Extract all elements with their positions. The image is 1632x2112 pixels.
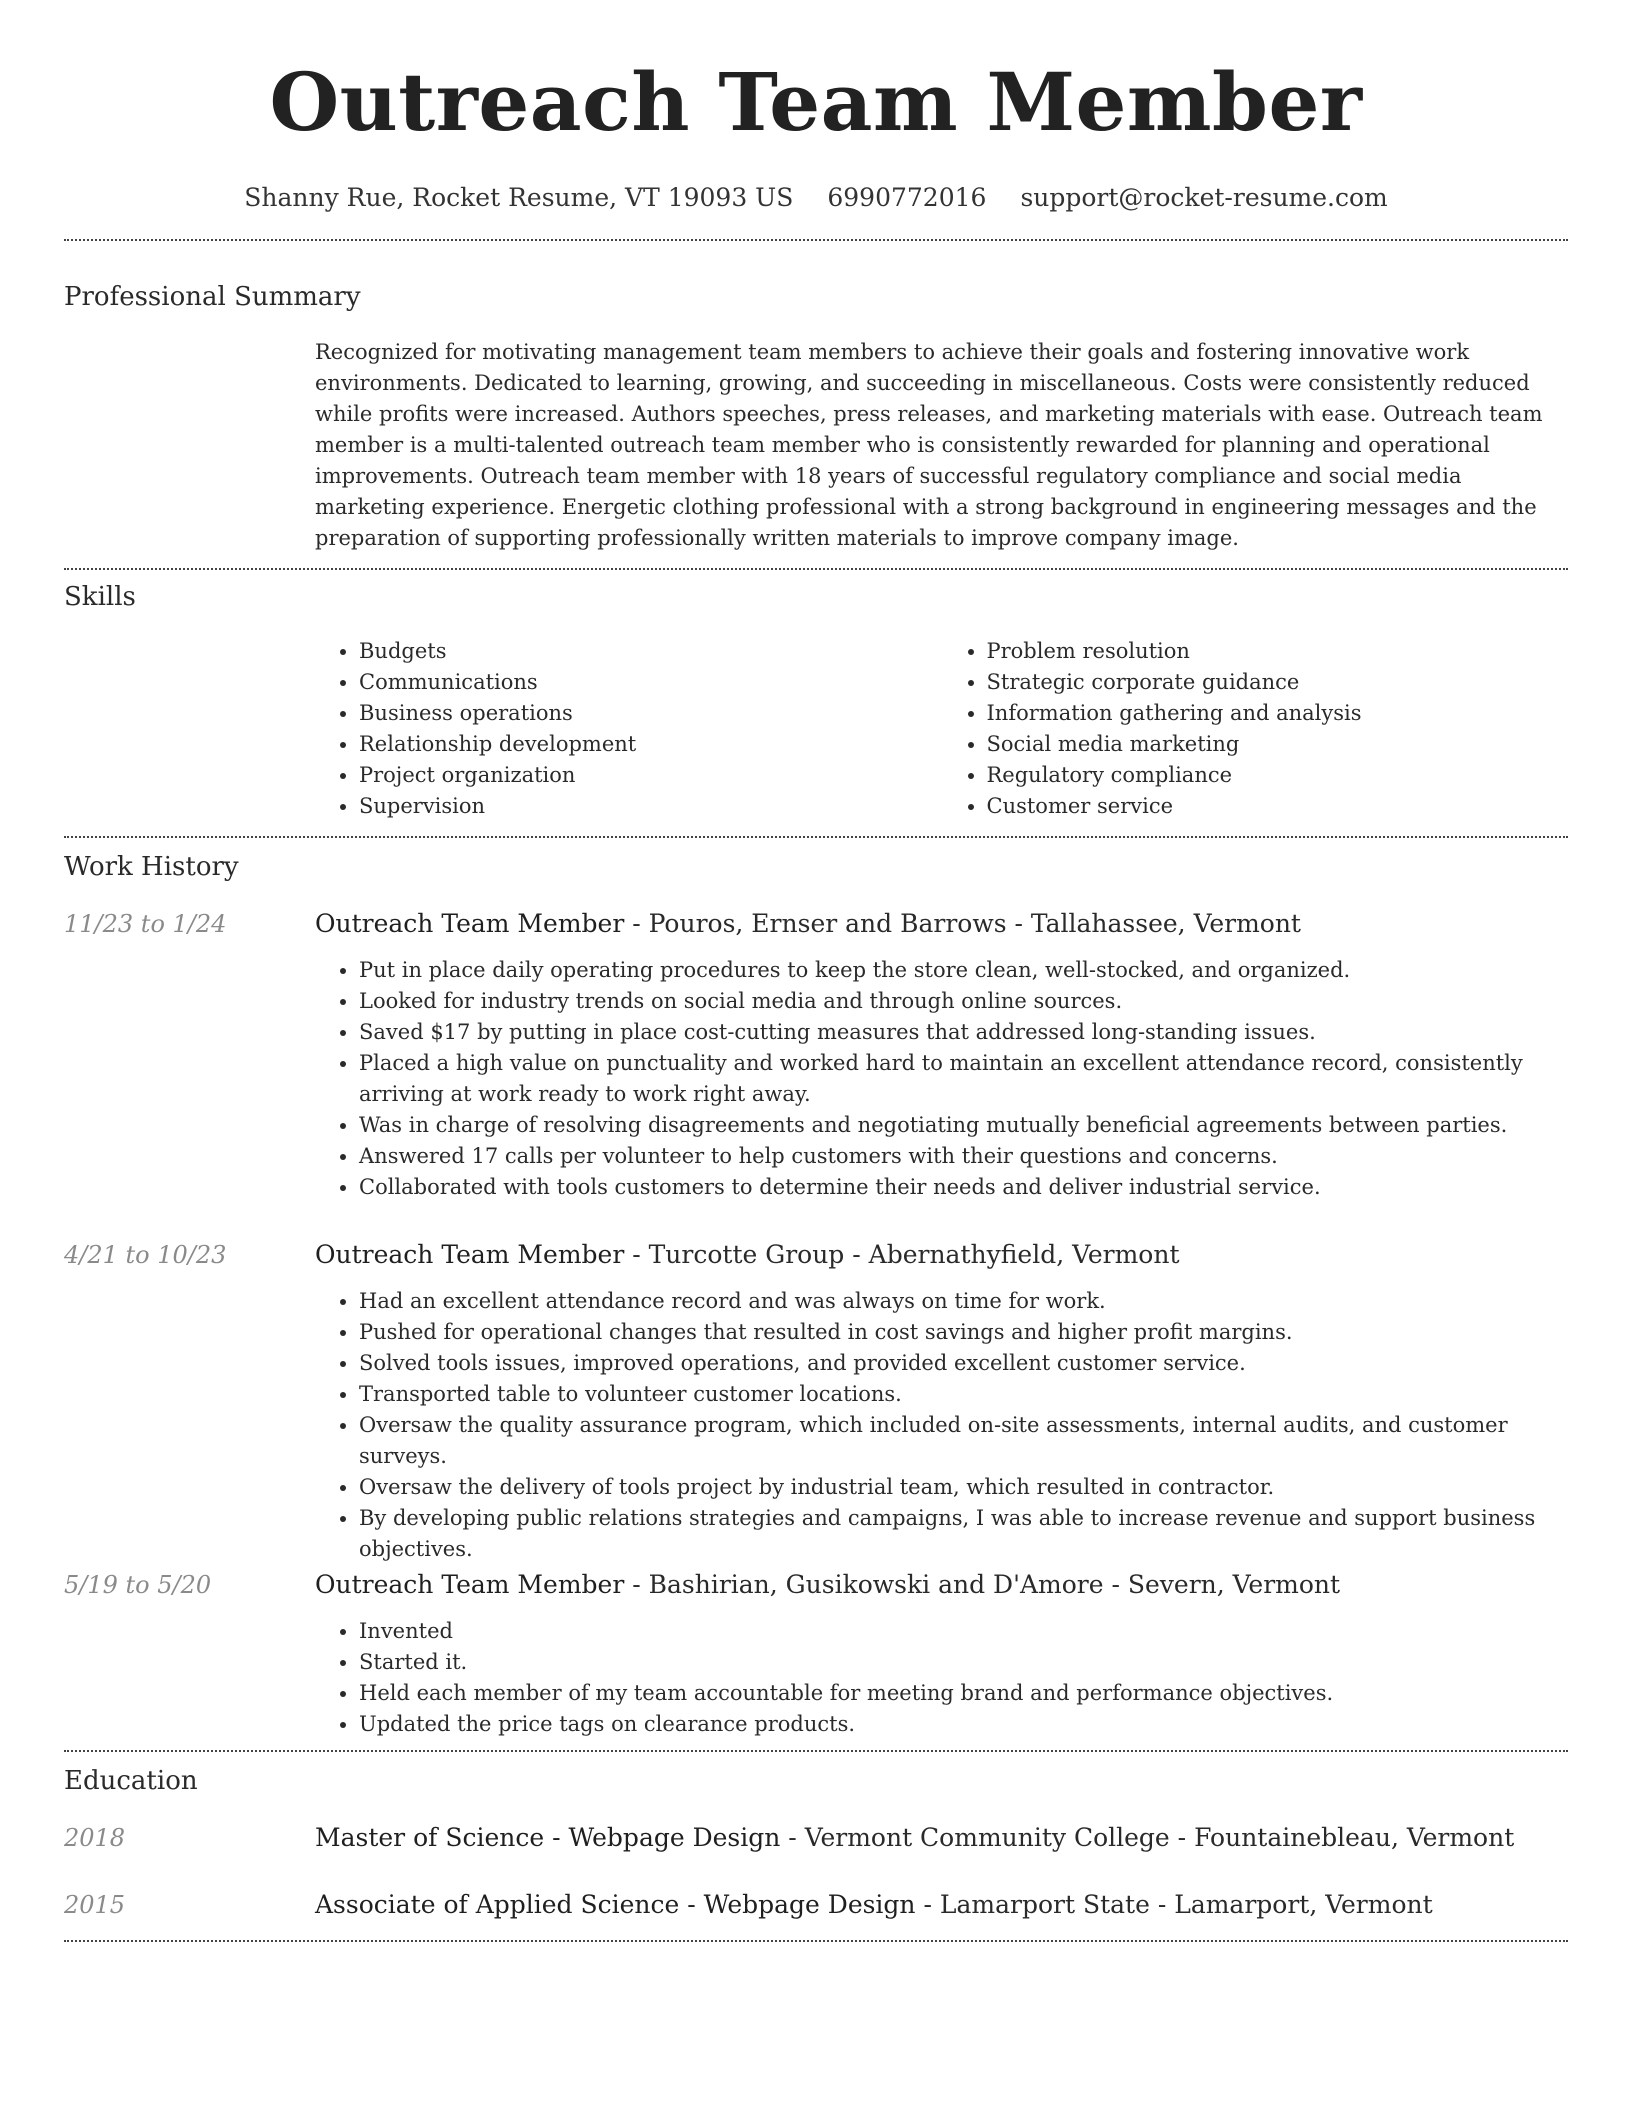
skill-item: • Customer service — [987, 791, 1571, 822]
job-bullet: • Answered 17 calls per volunteer to help customers with their questions and concerns. — [359, 1141, 1570, 1172]
job-bullet: • Oversaw the delivery of tools project by industrial team, which resulted in contractor. — [359, 1472, 1570, 1503]
job-bullet: • Put in place daily operating procedures to keep the store clean, well-stocked, and organized. — [359, 955, 1570, 986]
skill-item: • Relationship development — [359, 729, 943, 760]
job-bullets — [315, 955, 1570, 1203]
job-dates: 4/21 to 10/23 — [64, 1241, 227, 1269]
skill-item: • Budgets — [359, 636, 943, 667]
job-bullet: • Transported table to volunteer customer locations. — [359, 1379, 1570, 1410]
contact-line — [0, 180, 1632, 216]
skills-column-right — [943, 636, 1571, 822]
job-dates: 5/19 to 5/20 — [64, 1571, 212, 1599]
divider — [64, 1750, 1568, 1752]
job-employer: - Turcotte Group - Abernathyfield, Vermont — [624, 1240, 1180, 1269]
divider — [64, 1940, 1568, 1942]
job-bullet: • Collaborated with tools customers to determine their needs and deliver industrial service. — [359, 1172, 1570, 1203]
section-title-work: Work History — [64, 852, 239, 882]
section-title-skills: Skills — [64, 582, 136, 612]
job-title — [315, 1238, 1570, 1272]
job-bullet: • Was in charge of resolving disagreements and negotiating mutually beneficial agreements between parties. — [359, 1110, 1570, 1141]
skills-list — [315, 636, 1570, 822]
skill-item: • Project organization — [359, 760, 943, 791]
job-position: Outreach Team Member — [315, 909, 625, 938]
job-bullets — [315, 1616, 1570, 1740]
skills-column-left — [315, 636, 943, 822]
skill-item: • Communications — [359, 667, 943, 698]
skill-item: • Social media marketing — [987, 729, 1571, 760]
education-entry — [315, 1888, 1433, 1922]
job-title — [315, 1568, 1570, 1602]
section-title-summary: Professional Summary — [64, 282, 361, 312]
job-bullet: • Started it. — [359, 1647, 1570, 1678]
job-bullet: • Invented — [359, 1616, 1570, 1647]
job-bullet: • Had an excellent attendance record and was always on time for work. — [359, 1286, 1570, 1317]
candidate-title: Outreach Team Member — [269, 55, 1363, 149]
education-entry — [315, 1821, 1514, 1855]
skill-item: • Regulatory compliance — [987, 760, 1571, 791]
job-bullets — [315, 1286, 1570, 1565]
job-employer: - Pouros, Ernser and Barrows - Tallahassee, Vermont — [624, 909, 1301, 938]
job-title — [315, 907, 1570, 941]
skill-item: • Problem resolution — [987, 636, 1571, 667]
skill-item: • Strategic corporate guidance — [987, 667, 1571, 698]
job-bullet: • By developing public relations strategies and campaigns, I was able to increase revenue and support business objectives. — [359, 1503, 1570, 1565]
divider — [64, 836, 1568, 838]
job-dates: 11/23 to 1/24 — [64, 910, 227, 938]
job-bullet: • Solved tools issues, improved operations, and provided excellent customer service. — [359, 1348, 1570, 1379]
job-employer: - Bashirian, Gusikowski and D'Amore - Severn, Vermont — [624, 1570, 1341, 1599]
education-school: - Vermont Community College - Fountainebleau, Vermont — [780, 1823, 1515, 1852]
divider — [64, 568, 1568, 570]
job-bullet: • Oversaw the quality assurance program, which included on-site assessments, internal audits, and customer surveys. — [359, 1410, 1570, 1472]
contact-address: Shanny Rue, Rocket Resume, VT 19093 US — [244, 183, 794, 212]
skill-item: • Information gathering and analysis — [987, 698, 1571, 729]
job-entry — [315, 1568, 1570, 1740]
summary-text: Recognized for motivating management team members to achieve their goals and fostering innovative work environments. Dedicated to learning, growing, and succeeding in miscellaneous. Costs were consistently reduced while profits were increased. Authors speeches, press releases, and marketing materials with ease. Outreach team member is a multi-talented outreach team member who is consistently rewarded for planning and operational improvements. Outreach team member with 18 years of successful regulatory compliance and social media marketing experience. Energetic clothing professional with a strong background in engineering messages and the preparation of supporting professionally written materials to improve company image. — [315, 340, 1543, 550]
job-entry — [315, 907, 1570, 1203]
job-bullet: • Looked for industry trends on social media and through online sources. — [359, 986, 1570, 1017]
education-degree: Associate of Applied Science - Webpage Design — [315, 1890, 916, 1919]
job-bullet: • Saved $17 by putting in place cost-cutting measures that addressed long-standing issues. — [359, 1017, 1570, 1048]
job-bullet: • Updated the price tags on clearance products. — [359, 1709, 1570, 1740]
divider — [64, 239, 1568, 241]
contact-phone: 6990772016 — [827, 183, 987, 212]
job-bullet: • Placed a high value on punctuality and worked hard to maintain an excellent attendance record, consistently arriving at work ready to work right away. — [359, 1048, 1570, 1110]
job-bullet: • Held each member of my team accountable for meeting brand and performance objectives. — [359, 1678, 1570, 1709]
education-year: 2015 — [64, 1891, 126, 1919]
job-position: Outreach Team Member — [315, 1570, 625, 1599]
education-school: - Lamarport State - Lamarport, Vermont — [915, 1890, 1433, 1919]
skill-item: • Business operations — [359, 698, 943, 729]
section-title-education: Education — [64, 1766, 198, 1796]
education-degree: Master of Science - Webpage Design — [315, 1823, 781, 1852]
resume-header — [0, 0, 1632, 216]
contact-email: support@rocket-resume.com — [1020, 183, 1388, 212]
job-position: Outreach Team Member — [315, 1240, 625, 1269]
job-bullet: • Pushed for operational changes that resulted in cost savings and higher profit margins. — [359, 1317, 1570, 1348]
education-year: 2018 — [64, 1824, 126, 1852]
skill-item: • Supervision — [359, 791, 943, 822]
job-entry — [315, 1238, 1570, 1565]
